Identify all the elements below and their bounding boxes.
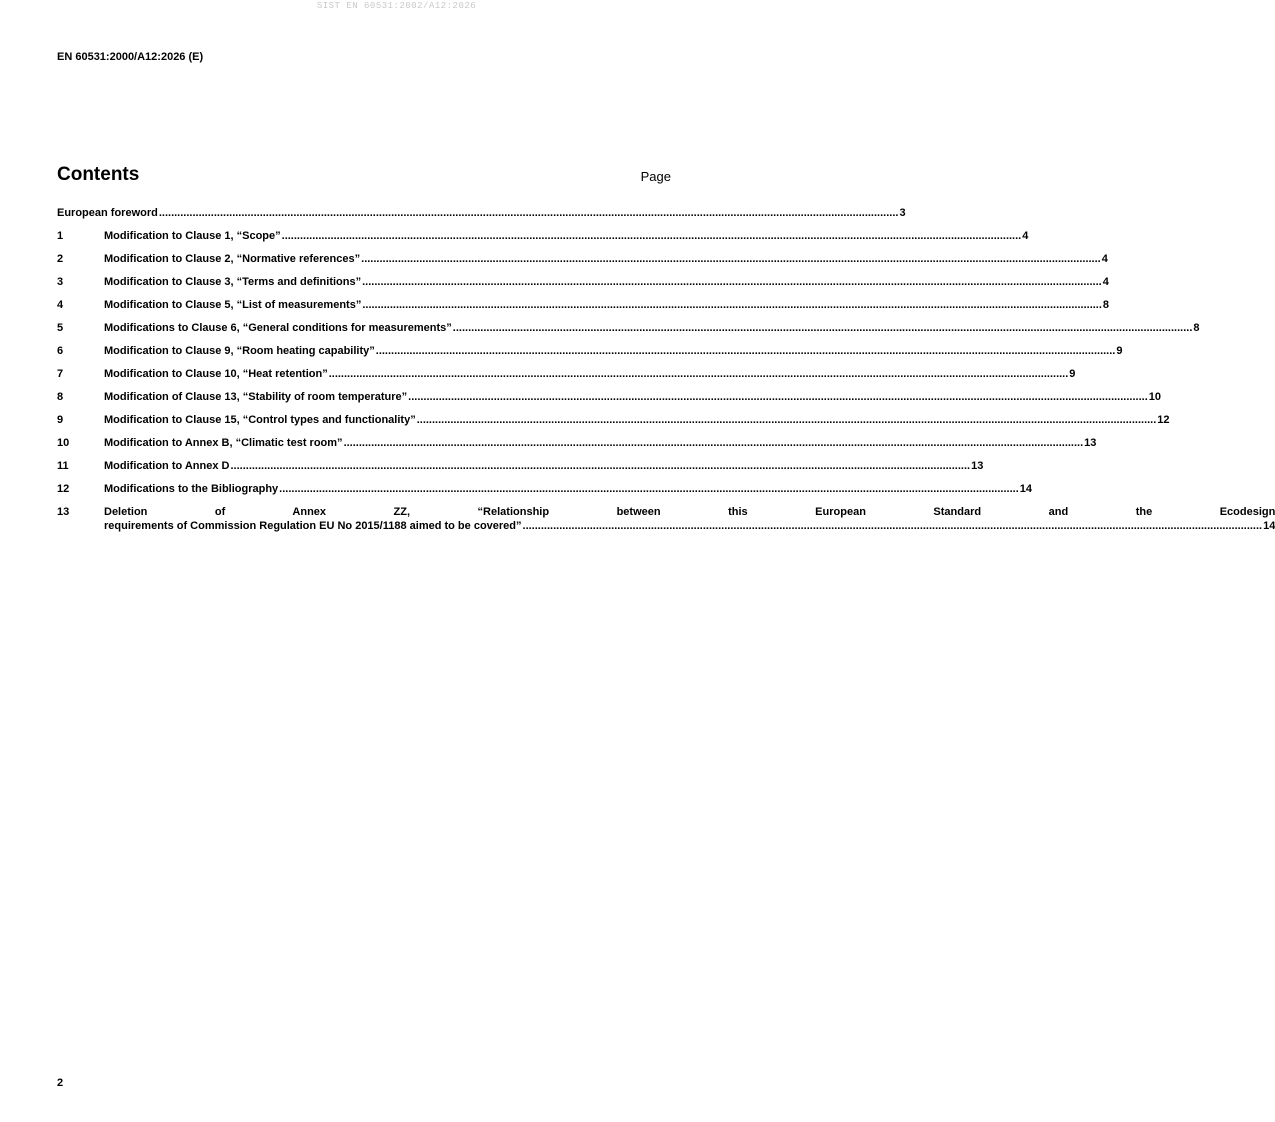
toc-entry-title: Modification of Clause 13, “Stability of room temperature” <box>104 391 408 403</box>
toc-leader-dots <box>344 436 1084 450</box>
toc-entry-page: 14 <box>1263 520 1275 532</box>
toc-entry-number: 6 <box>57 345 64 357</box>
toc-entry-title: Modification to Clause 15, “Control types and functionality” <box>104 414 416 426</box>
toc-entry-page: 9 <box>1116 345 1123 357</box>
toc-entry-body <box>104 413 1170 427</box>
toc-entry[interactable] <box>57 459 984 482</box>
toc-entry-body <box>57 206 906 220</box>
toc-leader-dots <box>408 390 1148 404</box>
toc-leader-dots <box>279 482 1019 496</box>
toc-entry[interactable] <box>57 367 1076 390</box>
toc-entry-title: Modification to Clause 10, “Heat retention” <box>104 368 328 380</box>
toc-entry[interactable] <box>57 505 1275 539</box>
toc-entry[interactable] <box>57 252 1108 275</box>
toc-entry-page: 8 <box>1193 322 1200 334</box>
toc-leader-dots <box>159 206 899 220</box>
toc-entry-body <box>104 390 1161 404</box>
toc-entry-page: 4 <box>1101 253 1108 265</box>
toc-entry-page: 3 <box>899 207 906 219</box>
toc-leader-dots <box>362 275 1102 289</box>
toc-leader-dots <box>376 344 1116 358</box>
toc-entry-number: 10 <box>57 437 70 449</box>
toc-entry-body <box>104 436 1097 450</box>
toc-entry[interactable] <box>57 229 1029 252</box>
toc-entry-title: Modification to Clause 5, “List of measurements” <box>104 299 362 311</box>
toc-entry-page: 4 <box>1022 230 1029 242</box>
toc-entry-page: 8 <box>1102 299 1110 311</box>
toc-entry-title: Modification to Clause 2, “Normative references” <box>104 253 361 265</box>
toc-entry-number: 13 <box>57 506 70 518</box>
toc-entry[interactable] <box>57 436 1097 459</box>
toc-entry[interactable] <box>57 275 1109 298</box>
document-id-header: EN 60531:2000/A12:2026 (E) <box>57 51 204 63</box>
toc-entry-title: Modification to Clause 9, “Room heating capability” <box>104 345 375 357</box>
toc-entry-title: Modification to Clause 1, “Scope” <box>104 230 281 242</box>
toc-entry-number: 12 <box>57 483 70 495</box>
toc-entry-number: 3 <box>57 276 64 288</box>
toc-entry-body <box>104 275 1109 289</box>
toc-entry-page: 4 <box>1102 276 1109 288</box>
toc-entry-foreword[interactable] <box>57 206 906 229</box>
toc-leader-dots <box>329 367 1069 381</box>
table-of-contents <box>57 206 1275 539</box>
toc-entry-number: 7 <box>57 368 64 380</box>
page-number: 2 <box>57 1077 64 1089</box>
toc-entry-title: Modification to Clause 3, “Terms and definitions” <box>104 276 362 288</box>
toc-entry[interactable] <box>57 390 1161 413</box>
toc-entry[interactable] <box>57 482 1033 505</box>
toc-entry-title-line2: requirements of Commission Regulation EU No 2015/1188 aimed to be covered” <box>104 520 522 532</box>
toc-entry-page: 10 <box>1148 391 1161 403</box>
toc-entry-number: 11 <box>57 460 69 472</box>
toc-leader-dots <box>361 252 1101 266</box>
toc-leader-dots <box>523 519 1263 533</box>
toc-entry-number: 8 <box>57 391 64 403</box>
toc-entry-page: 12 <box>1157 414 1170 426</box>
toc-entry-title: European foreword <box>57 207 158 219</box>
toc-entry[interactable] <box>57 321 1200 344</box>
toc-entry-page: 9 <box>1069 368 1076 380</box>
toc-entry-title: Modifications to the Bibliography <box>104 483 279 495</box>
toc-leader-dots <box>230 459 970 473</box>
toc-entry-body <box>104 344 1123 358</box>
contents-heading: Contents <box>57 164 140 185</box>
toc-leader-dots <box>282 229 1022 243</box>
toc-entry[interactable] <box>57 298 1110 321</box>
toc-entry-body <box>104 321 1200 335</box>
toc-entry-body <box>104 459 984 473</box>
toc-entry-title: Modification to Annex D <box>104 460 230 472</box>
toc-leader-dots <box>453 321 1193 335</box>
toc-entry-body <box>104 505 1275 533</box>
toc-entry-number: 4 <box>57 299 64 311</box>
page-column-label: Page <box>640 169 671 184</box>
toc-entry-body <box>104 482 1033 496</box>
toc-entry-page: 13 <box>1084 437 1097 449</box>
toc-entry-title: Modification to Annex B, “Climatic test room” <box>104 437 343 449</box>
toc-leader-dots <box>417 413 1157 427</box>
toc-entry-title: Modifications to Clause 6, “General conditions for measurements” <box>104 322 452 334</box>
watermark: SIST EN 60531:2002/A12:2026 <box>316 1 477 11</box>
toc-leader-dots <box>362 298 1102 312</box>
toc-entry-body <box>104 229 1029 243</box>
toc-entry[interactable] <box>57 413 1170 436</box>
toc-entry-title-line1: Deletion of Annex ZZ, “Relationship between this European Standard and the Ecodesign <box>104 506 1275 518</box>
toc-entry-page: 14 <box>1019 483 1033 495</box>
toc-entry-body <box>104 367 1076 381</box>
toc-entry-body <box>104 252 1108 266</box>
toc-entry-line2 <box>104 519 1275 533</box>
toc-entry-number: 9 <box>57 414 64 426</box>
toc-entry-body <box>104 298 1110 312</box>
toc-entry-number: 1 <box>57 230 64 242</box>
toc-entry-page: 13 <box>971 460 984 472</box>
toc-entry-number: 2 <box>57 253 64 265</box>
toc-entry[interactable] <box>57 344 1123 367</box>
toc-entry-number: 5 <box>57 322 64 334</box>
